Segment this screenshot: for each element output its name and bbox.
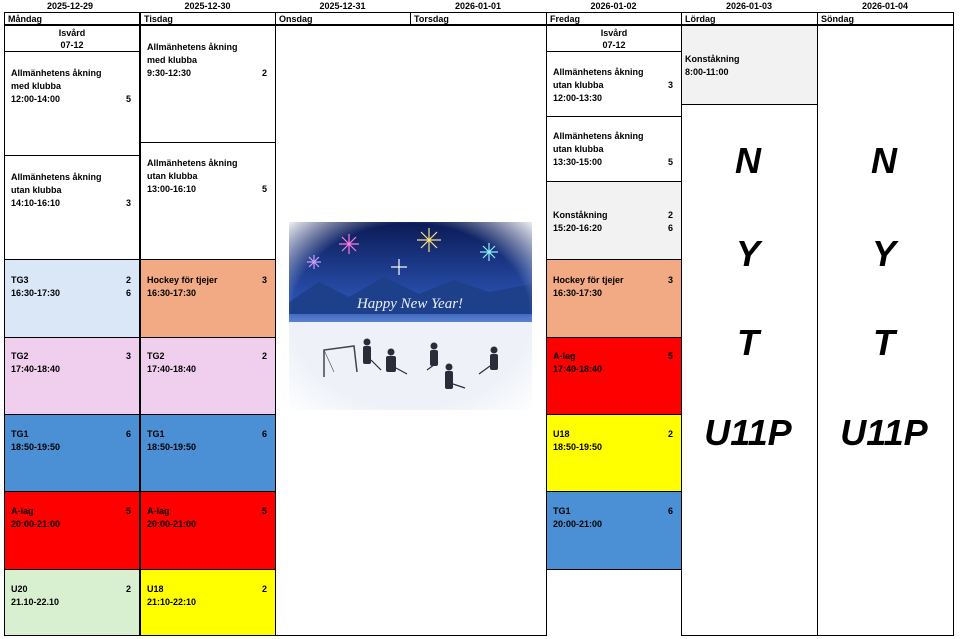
event-text: TG1 20:00-21:00 bbox=[553, 506, 603, 529]
event-text: U18 21:10-22:10 bbox=[147, 584, 197, 607]
event-count: 2 6 bbox=[125, 275, 131, 298]
event-count: 2 bbox=[125, 584, 131, 594]
weekend-letter-saturday-3: T bbox=[737, 322, 759, 363]
event-text: Allmänhetens åkning utan klubba 12:00-13:30 bbox=[553, 67, 644, 103]
weekend-letter-sunday-4: U11P bbox=[840, 412, 928, 453]
event-monday-u20[interactable] bbox=[4, 569, 140, 636]
day-header-thursday: Torsdag bbox=[410, 12, 547, 25]
event-text: U20 21.10-22.10 bbox=[11, 584, 60, 607]
event-text: Hockey för tjejer 16:30-17:30 bbox=[553, 275, 624, 298]
event-text: TG1 18:50-19:50 bbox=[147, 429, 197, 452]
date-saturday: 2026-01-03 bbox=[725, 1, 773, 11]
event-text: A-lag 20:00-21:00 bbox=[147, 506, 197, 529]
event-friday-figure-skating[interactable] bbox=[546, 181, 682, 260]
event-count: 6 bbox=[125, 429, 131, 439]
event-text: Konståkning 8:00-11:00 bbox=[685, 54, 740, 77]
happy-new-year-image bbox=[289, 222, 532, 410]
date-monday: 2025-12-29 bbox=[46, 1, 94, 11]
weekend-letter-sunday-1: N bbox=[871, 140, 897, 181]
weekend-letter-saturday-1: N bbox=[735, 140, 761, 181]
day-header-friday: Fredag bbox=[546, 12, 682, 25]
event-count: 2 bbox=[667, 429, 673, 439]
event-text: Allmänhetens åkning med klubba 9:30-12:30 bbox=[147, 42, 238, 78]
event-count: 2 bbox=[261, 584, 267, 594]
day-header-sunday: Söndag bbox=[817, 12, 954, 25]
event-friday-hockey-girls[interactable] bbox=[546, 259, 682, 338]
date-friday: 2026-01-02 bbox=[590, 1, 637, 11]
date-tuesday: 2025-12-30 bbox=[184, 1, 231, 11]
event-monday-tg1[interactable] bbox=[4, 414, 140, 492]
event-count: 5 bbox=[125, 94, 131, 104]
weekend-letter-saturday-2: Y bbox=[735, 233, 760, 274]
event-count: 3 bbox=[667, 275, 673, 285]
event-count: 3 bbox=[261, 275, 267, 285]
isvard-friday bbox=[546, 25, 682, 52]
date-sunday: 2026-01-04 bbox=[861, 1, 909, 11]
event-count: 5 bbox=[667, 351, 673, 361]
event-tuesday-u18[interactable] bbox=[140, 569, 276, 636]
event-monday-tg2[interactable] bbox=[4, 337, 140, 415]
date-wednesday: 2025-12-31 bbox=[319, 1, 366, 11]
event-monday-tg3[interactable] bbox=[4, 259, 140, 338]
event-friday-tg1[interactable] bbox=[546, 491, 682, 570]
day-header-tuesday: Tisdag bbox=[140, 12, 276, 25]
event-count: 2 bbox=[261, 68, 267, 78]
isvard-time: 07-12 bbox=[60, 40, 84, 50]
event-monday-public-with-stick[interactable] bbox=[4, 51, 140, 156]
date-thursday: 2026-01-01 bbox=[454, 1, 502, 11]
event-friday-public-1[interactable] bbox=[546, 51, 682, 117]
event-friday-public-2[interactable] bbox=[546, 116, 682, 182]
event-text: Allmänhetens åkning med klubba 12:00-14:00 bbox=[11, 68, 102, 104]
day-header-wednesday: Onsdag bbox=[275, 12, 411, 25]
event-count: 3 bbox=[125, 351, 131, 361]
event-text: A-lag 17:40-18:40 bbox=[553, 351, 603, 374]
event-text: TG3 16:30-17:30 bbox=[11, 275, 61, 298]
day-header-monday: Måndag bbox=[4, 12, 140, 25]
event-monday-public-without-stick[interactable] bbox=[4, 155, 140, 260]
isvard-monday bbox=[4, 25, 140, 52]
event-tuesday-tg2[interactable] bbox=[140, 337, 276, 415]
event-text: A-lag 20:00-21:00 bbox=[11, 506, 61, 529]
isvard-label: Isvård bbox=[58, 28, 86, 38]
weekend-letter-sunday-3: T bbox=[873, 322, 895, 363]
event-text: Allmänhetens åkning utan klubba 14:10-16:10 bbox=[11, 172, 102, 208]
event-text: TG1 18:50-19:50 bbox=[11, 429, 61, 452]
event-count: 6 bbox=[667, 506, 673, 516]
event-count: 3 bbox=[667, 80, 673, 90]
event-count: 2 bbox=[261, 351, 267, 361]
event-text: Hockey för tjejer 16:30-17:30 bbox=[147, 275, 218, 298]
event-tuesday-hockey-girls[interactable] bbox=[140, 259, 276, 338]
event-text: TG2 17:40-18:40 bbox=[11, 351, 61, 374]
event-tuesday-tg1[interactable] bbox=[140, 414, 276, 492]
event-count: 5 bbox=[261, 506, 267, 516]
event-friday-a-lag[interactable] bbox=[546, 337, 682, 415]
event-count: 5 bbox=[125, 506, 131, 516]
event-text: Allmänhetens åkning utan klubba 13:00-16:10 bbox=[147, 158, 238, 194]
event-saturday-figure-skating[interactable] bbox=[681, 25, 818, 105]
event-text: U18 18:50-19:50 bbox=[553, 429, 603, 452]
event-tuesday-public-without-stick[interactable] bbox=[140, 142, 276, 260]
event-count: 3 bbox=[125, 198, 131, 208]
weekend-letter-saturday-4: U11P bbox=[704, 412, 792, 453]
event-tuesday-public-with-stick[interactable] bbox=[140, 25, 276, 143]
isvard-time: 07-12 bbox=[602, 40, 626, 50]
event-count: 5 bbox=[667, 157, 673, 167]
isvard-label: Isvård bbox=[600, 28, 628, 38]
event-monday-a-lag[interactable] bbox=[4, 491, 140, 570]
event-friday-u18[interactable] bbox=[546, 414, 682, 492]
event-text: Allmänhetens åkning utan klubba 13:30-15:00 bbox=[553, 131, 644, 167]
event-text: Konståkning 15:20-16:20 bbox=[553, 210, 608, 233]
event-text: TG2 17:40-18:40 bbox=[147, 351, 197, 374]
day-header-saturday: Lördag bbox=[681, 12, 818, 25]
event-tuesday-a-lag[interactable] bbox=[140, 491, 276, 570]
weekend-letter-sunday-2: Y bbox=[871, 233, 896, 274]
event-count: 5 bbox=[261, 184, 267, 194]
event-count: 6 bbox=[261, 429, 267, 439]
event-count: 2 6 bbox=[667, 210, 673, 233]
